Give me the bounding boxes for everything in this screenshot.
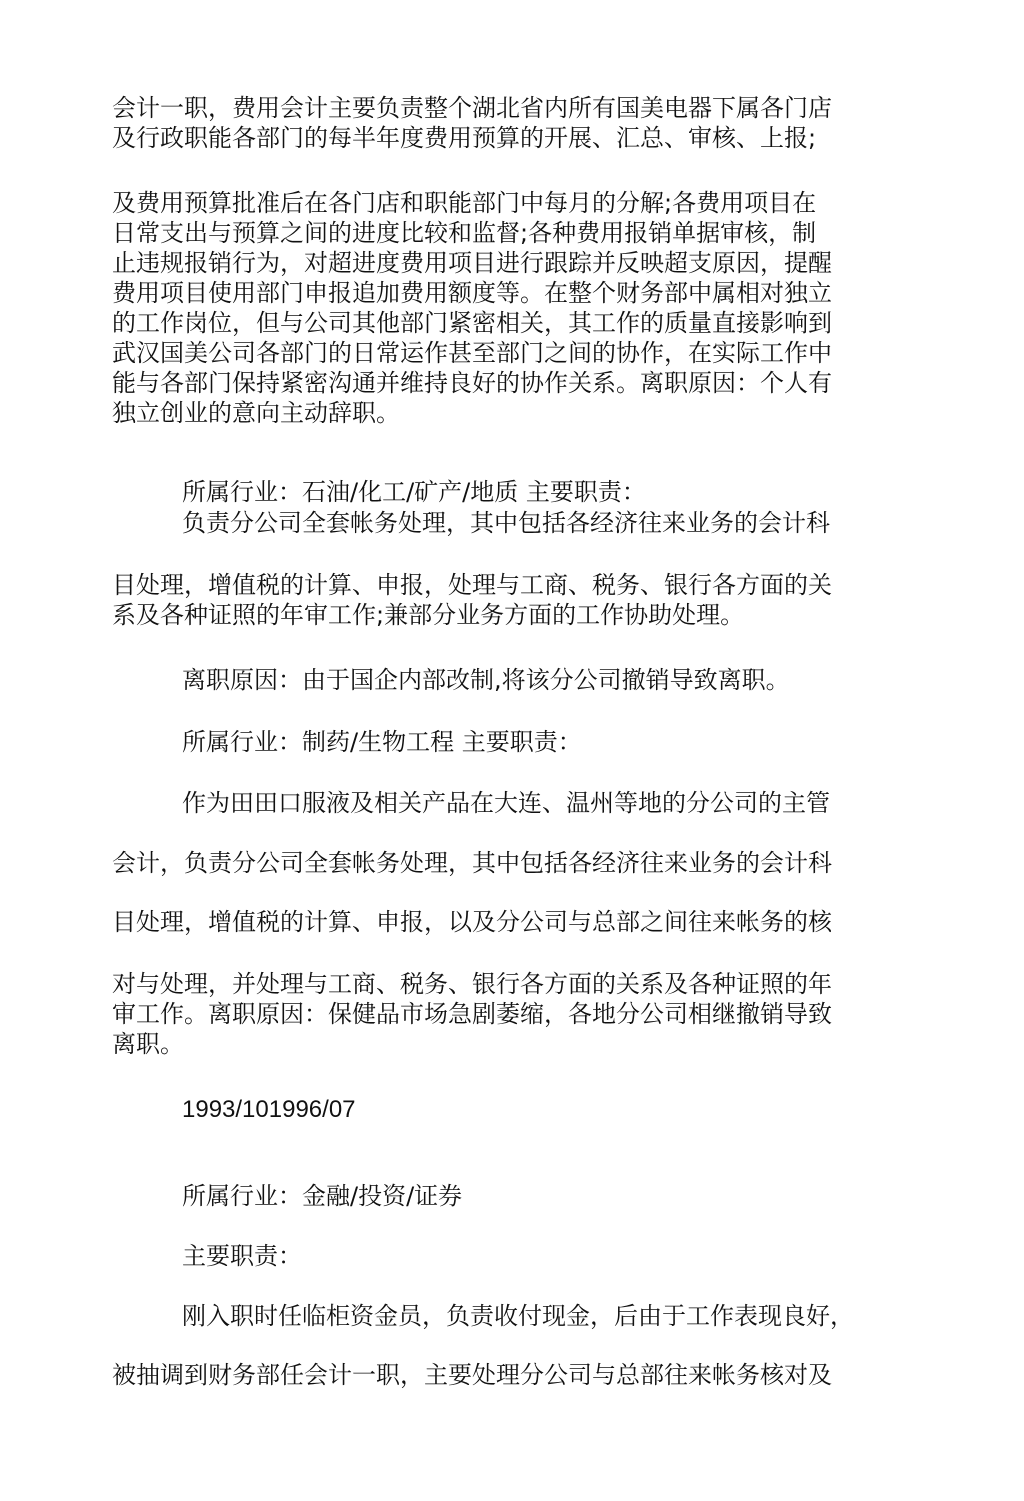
text-line: 武汉国美公司各部门的日常运作甚至部门之间的协作，在实际工作中	[112, 339, 832, 367]
text-line: 对与处理，并处理与工商、税务、银行各方面的关系及各种证照的年	[112, 970, 832, 998]
text-line: 刚入职时任临柜资金员，负责收付现金，后由于工作表现良好，	[182, 1302, 854, 1330]
text-line: 目处理，增值税的计算、申报，以及分公司与总部之间往来帐务的核	[112, 908, 832, 936]
text-line: 所属行业：石油/化工/矿产/地质 主要职责：	[182, 478, 646, 506]
paragraph-14	[182, 1301, 872, 1331]
paragraph-9	[112, 907, 872, 937]
paragraph-15	[112, 1360, 872, 1390]
text-line: 会计一职，费用会计主要负责整个湖北省内所有国美电器下属各门店	[112, 94, 832, 122]
paragraph-12	[182, 1181, 872, 1211]
text-line: 费用项目使用部门申报追加费用额度等。在整个财务部中属相对独立	[112, 279, 832, 307]
text-line: 被抽调到财务部任会计一职，主要处理分公司与总部往来帐务核对及	[112, 1361, 832, 1389]
paragraph-2	[112, 188, 872, 428]
date-range	[182, 1095, 872, 1125]
paragraph-3-line-2	[182, 508, 872, 538]
text-line: 会计，负责分公司全套帐务处理，其中包括各经济往来业务的会计科	[112, 849, 832, 877]
text-line: 负责分公司全套帐务处理，其中包括各经济往来业务的会计科	[182, 509, 830, 537]
text-line: 所属行业：制药/生物工程 主要职责：	[182, 728, 582, 756]
text-line: 止违规报销行为，对超进度费用项目进行跟踪并反映超支原因，提醒	[112, 249, 832, 277]
paragraph-10	[112, 969, 872, 1059]
text-line: 独立创业的意向主动辞职。	[112, 399, 400, 427]
paragraph-3-line-1	[182, 477, 872, 507]
paragraph-13	[182, 1241, 872, 1271]
paragraph-1	[112, 93, 872, 153]
paragraph-5	[182, 665, 872, 695]
text-line: 作为田田口服液及相关产品在大连、温州等地的分公司的主管	[182, 789, 830, 817]
text-line: 审工作。离职原因：保健品市场急剧萎缩，各地分公司相继撤销导致	[112, 1000, 832, 1028]
text-line: 系及各种证照的年审工作;兼部分业务方面的工作协助处理。	[112, 601, 745, 629]
text-line: 日常支出与预算之间的进度比较和监督;各种费用报销单据审核，制	[112, 219, 817, 247]
paragraph-7	[182, 788, 872, 818]
paragraph-4	[112, 570, 872, 630]
text-line: 主要职责：	[182, 1242, 302, 1270]
text-line: 离职原因：由于国企内部改制,将该分公司撤销导致离职。	[182, 666, 790, 694]
text-line: 离职。	[112, 1030, 184, 1058]
paragraph-8	[112, 848, 872, 878]
text-line: 的工作岗位，但与公司其他部门紧密相关，其工作的质量直接影响到	[112, 309, 832, 337]
paragraph-6	[182, 727, 872, 757]
text-line: 及行政职能各部门的每半年度费用预算的开展、汇总、审核、上报;	[112, 124, 817, 152]
text-line: 目处理，增值税的计算、申报，处理与工商、税务、银行各方面的关	[112, 571, 832, 599]
text-line: 1993/101996/07	[182, 1096, 356, 1123]
text-line: 能与各部门保持紧密沟通并维持良好的协作关系。离职原因：个人有	[112, 369, 832, 397]
text-line: 所属行业：金融/投资/证券	[182, 1182, 463, 1210]
text-line: 及费用预算批准后在各门店和职能部门中每月的分解;各费用项目在	[112, 189, 817, 217]
